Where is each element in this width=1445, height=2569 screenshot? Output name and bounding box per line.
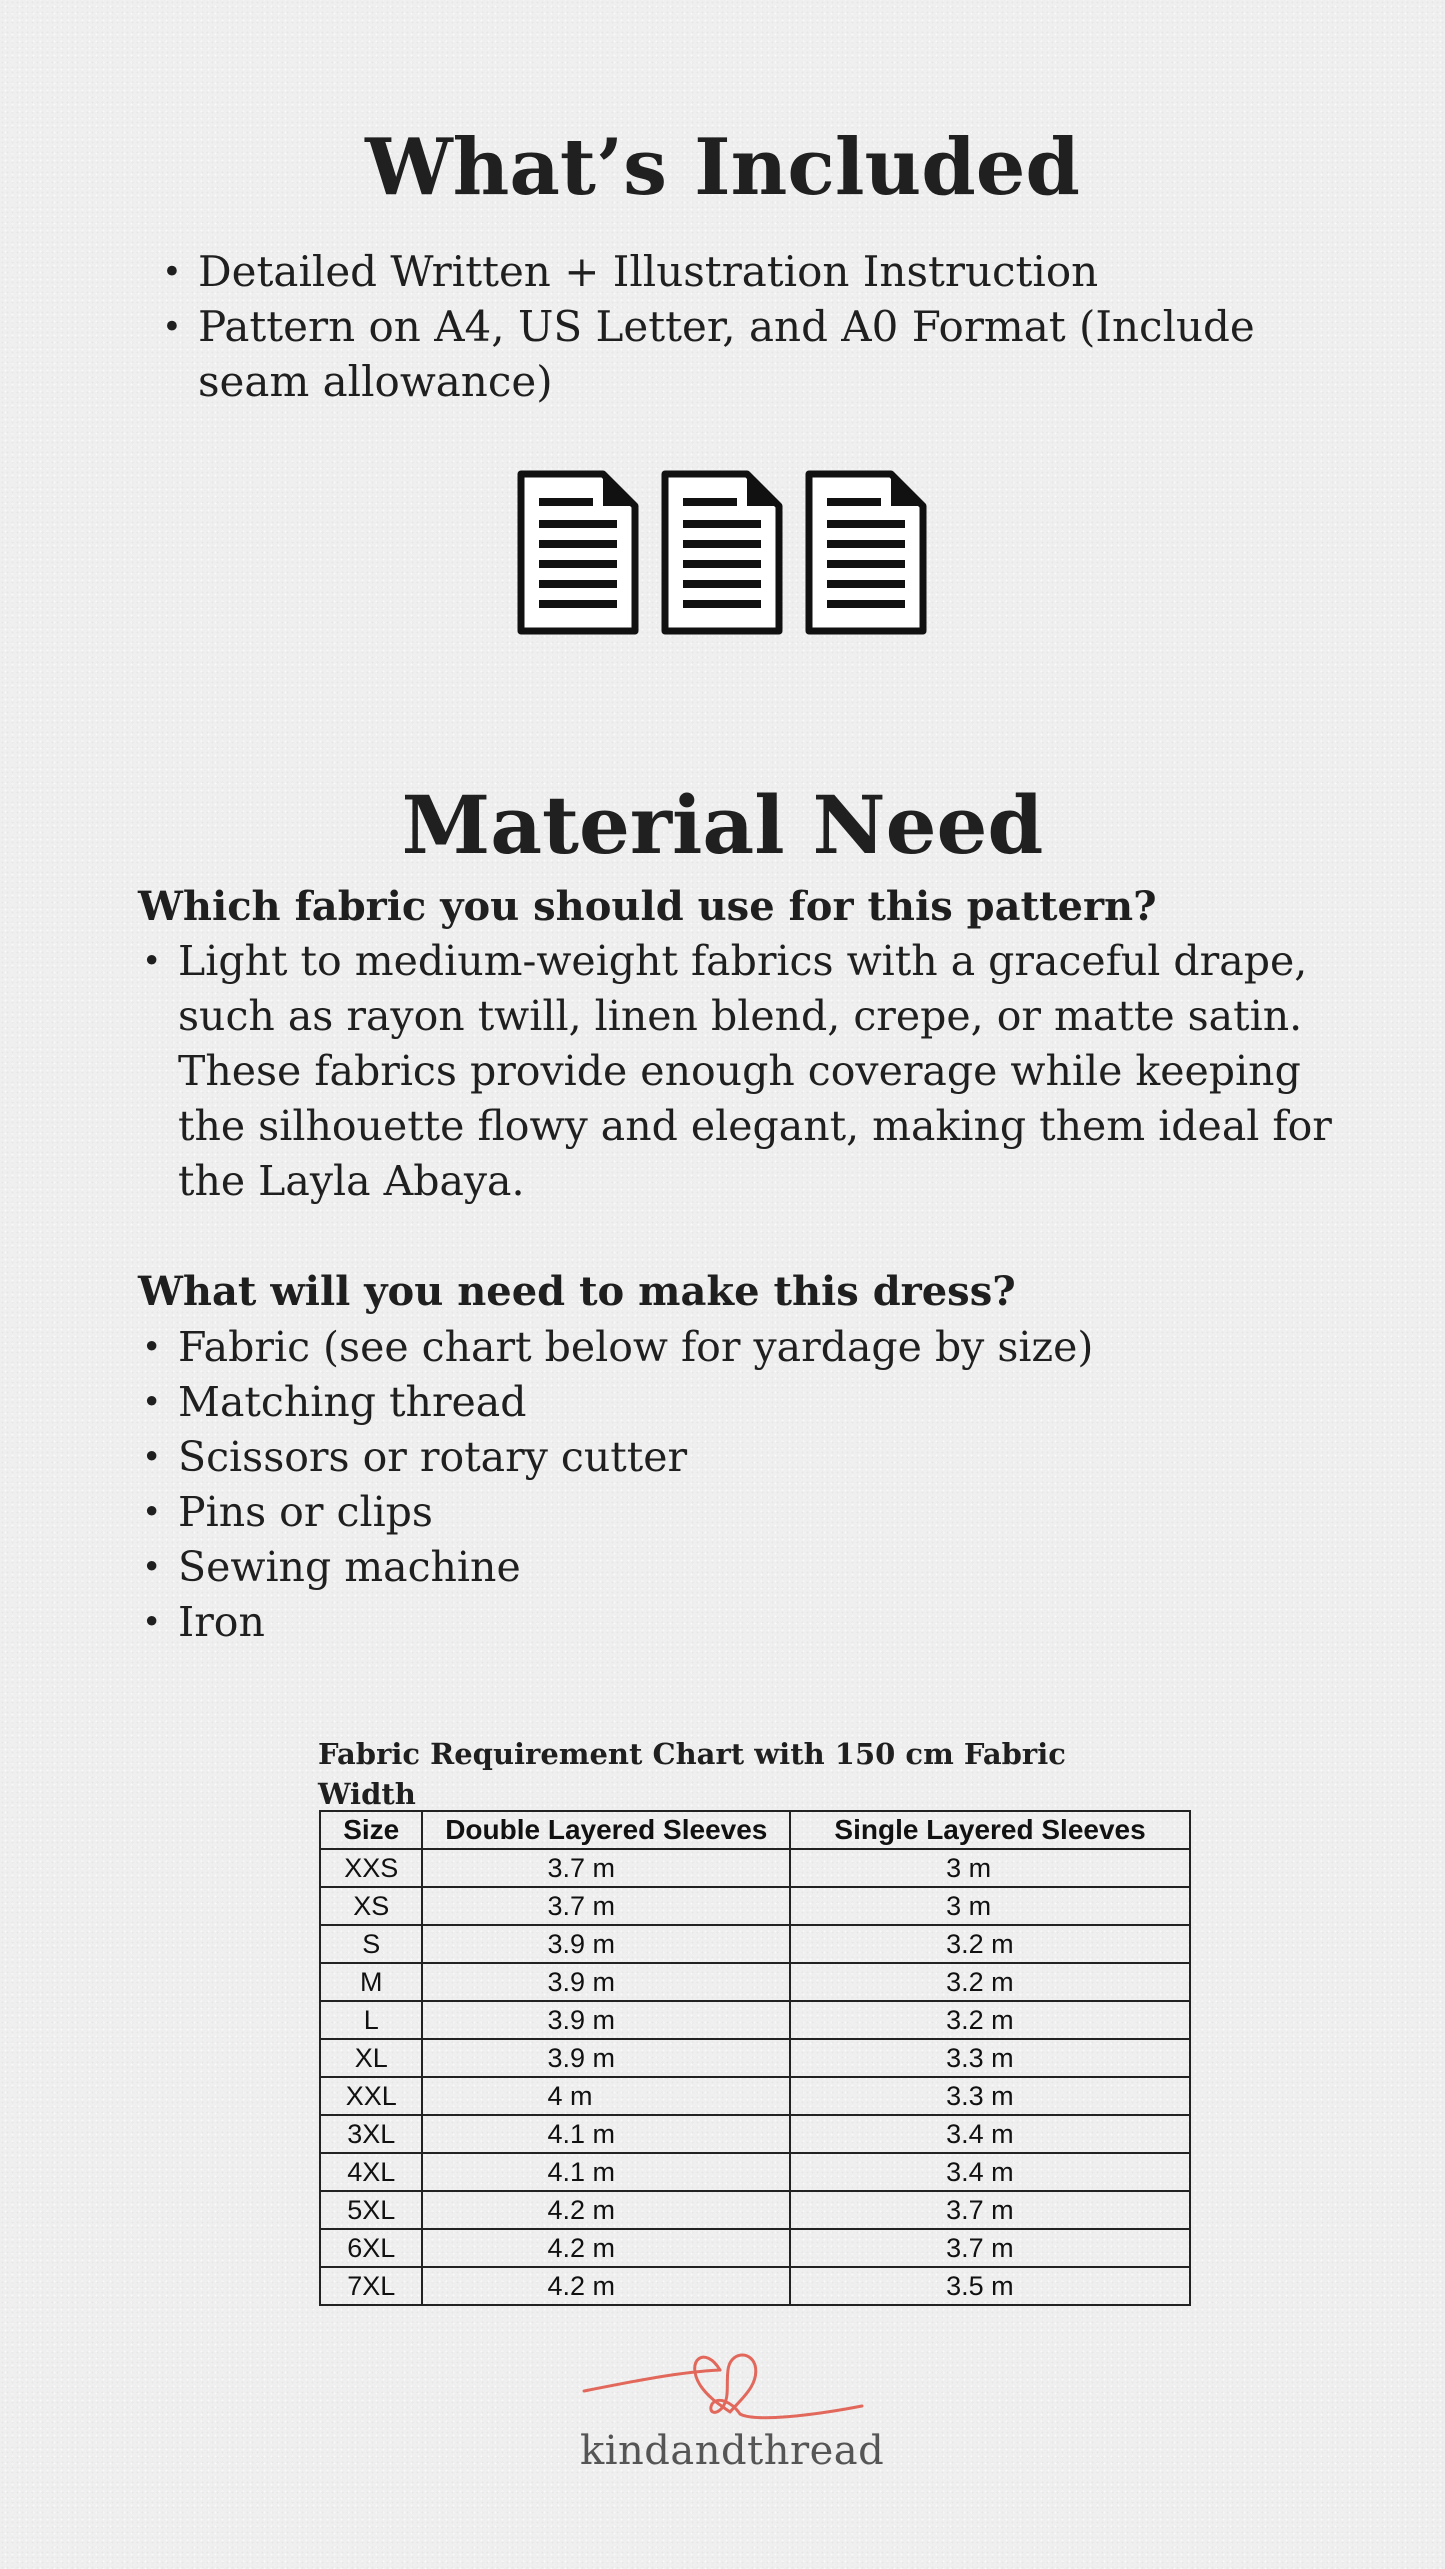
cell-size: 5XL: [320, 2191, 422, 2229]
cell-size: 3XL: [320, 2115, 422, 2153]
fabric-requirement-table: [319, 1810, 1191, 2306]
cell-size: S: [320, 1925, 422, 1963]
fabric-answer: • Light to medium-weight fabrics with a graceful drape, such as rayon twill, linen blend, crepe, or matte satin. These fabrics provide enough coverage while keeping the silhouette flowy and elegant, making them ideal for the Layla Abaya.: [140, 934, 1340, 1209]
header-single: Single Layered Sleeves: [790, 1811, 1190, 1849]
header-size: Size: [320, 1811, 422, 1849]
table-row: [320, 1887, 1190, 1925]
table-row: [320, 2267, 1190, 2305]
list-item: • Scissors or rotary cutter: [140, 1430, 1340, 1485]
cell-single: 3.3 m: [790, 2039, 1190, 2077]
document-icon: [805, 470, 927, 635]
cell-double: 3.9 m: [422, 2001, 790, 2039]
list-item: • Detailed Written + Illustration Instruction: [160, 244, 1280, 299]
cell-size: XL: [320, 2039, 422, 2077]
table-row: [320, 1963, 1190, 2001]
cell-double: 4.2 m: [422, 2267, 790, 2305]
document-icon: [661, 470, 783, 635]
cell-size: 7XL: [320, 2267, 422, 2305]
cell-single: 3.4 m: [790, 2153, 1190, 2191]
list-item: • Matching thread: [140, 1375, 1340, 1430]
cell-size: XXL: [320, 2077, 422, 2115]
cell-size: L: [320, 2001, 422, 2039]
cell-double: 3.9 m: [422, 1963, 790, 2001]
table-row: [320, 1849, 1190, 1887]
cell-double: 4 m: [422, 2077, 790, 2115]
cell-double: 3.7 m: [422, 1887, 790, 1925]
cell-double: 4.1 m: [422, 2115, 790, 2153]
table-row: [320, 2077, 1190, 2115]
table-body: [320, 1849, 1190, 2305]
cell-single: 3 m: [790, 1849, 1190, 1887]
list-item: • Pattern on A4, US Letter, and A0 Format (Include seam allowance): [160, 299, 1280, 409]
cell-single: 3.2 m: [790, 1925, 1190, 1963]
table-row: [320, 2039, 1190, 2077]
document-icon: [517, 470, 639, 635]
included-list: [160, 244, 1280, 409]
list-item: • Pins or clips: [140, 1485, 1340, 1540]
table-row: [320, 2153, 1190, 2191]
table-row: [320, 2115, 1190, 2153]
list-item: • Fabric (see chart below for yardage by size): [140, 1320, 1340, 1375]
table-row: [320, 2191, 1190, 2229]
cell-double: 4.2 m: [422, 2191, 790, 2229]
list-item: • Sewing machine: [140, 1540, 1340, 1595]
table-header-row: [320, 1811, 1190, 1849]
cell-double: 3.9 m: [422, 1925, 790, 1963]
cell-size: 6XL: [320, 2229, 422, 2267]
cell-double: 3.9 m: [422, 2039, 790, 2077]
document-icons: [517, 470, 927, 635]
table-row: [320, 1925, 1190, 1963]
table-row: [320, 2001, 1190, 2039]
header-double: Double Layered Sleeves: [422, 1811, 790, 1849]
cell-single: 3.5 m: [790, 2267, 1190, 2305]
fabric-answer-list: [140, 934, 1340, 1209]
cell-size: 4XL: [320, 2153, 422, 2191]
chart-title: Fabric Requirement Chart with 150 cm Fabric Width: [318, 1737, 1066, 1811]
cell-double: 3.7 m: [422, 1849, 790, 1887]
material-need-title: Material Need: [401, 778, 1044, 872]
tools-list: [140, 1320, 1340, 1650]
cell-single: 3.4 m: [790, 2115, 1190, 2153]
cell-single: 3.2 m: [790, 2001, 1190, 2039]
table-row: [320, 2229, 1190, 2267]
heart-thread-icon: [580, 2340, 870, 2435]
tools-question: What will you need to make this dress?: [138, 1268, 1016, 1315]
cell-single: 3.2 m: [790, 1963, 1190, 2001]
brand-logo: [580, 2340, 885, 2490]
cell-size: XXS: [320, 1849, 422, 1887]
list-item: • Iron: [140, 1595, 1340, 1650]
fabric-question: Which fabric you should use for this pattern?: [138, 883, 1157, 930]
cell-single: 3.3 m: [790, 2077, 1190, 2115]
cell-single: 3.7 m: [790, 2229, 1190, 2267]
cell-size: XS: [320, 1887, 422, 1925]
cell-single: 3.7 m: [790, 2191, 1190, 2229]
cell-double: 4.1 m: [422, 2153, 790, 2191]
brand-name: kindandthread: [580, 2428, 885, 2474]
cell-single: 3 m: [790, 1887, 1190, 1925]
cell-double: 4.2 m: [422, 2229, 790, 2267]
cell-size: M: [320, 1963, 422, 2001]
whats-included-title: What’s Included: [365, 122, 1080, 213]
